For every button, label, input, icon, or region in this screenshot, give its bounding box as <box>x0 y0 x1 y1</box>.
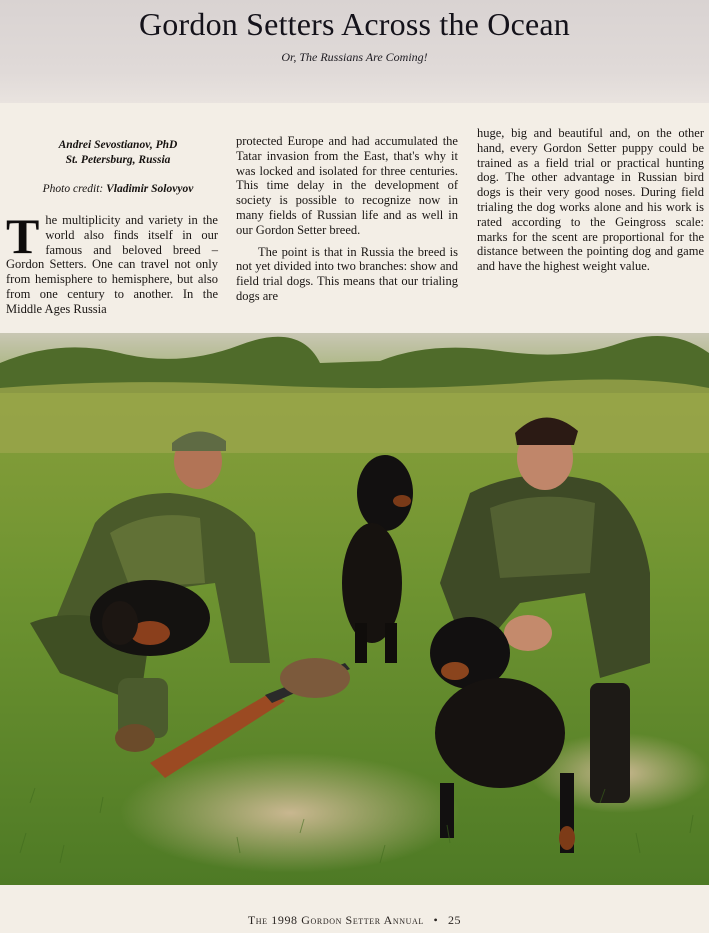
left-setter-dog <box>90 580 210 656</box>
column-1-text: he multiplicity and variety in the world also finds itself in our famous and beloved breed – Gordon Setters. One can travel not only from hemisphere to hemisphere, but also from one century to another. In the Middle Ages Russia <box>6 213 218 316</box>
photo-illustration <box>0 333 709 885</box>
author-byline <box>18 138 218 168</box>
hunters-with-setters-photo <box>0 333 709 885</box>
article-subtitle: Or, The Russians Are Coming! <box>281 50 428 64</box>
author-name: Andrei Sevostianov, PhD <box>58 139 178 151</box>
photo-credit <box>18 183 218 195</box>
publication-name: The 1998 Gordon Setter Annual <box>247 913 424 927</box>
page-number: 25 <box>447 913 462 927</box>
photo-credit-label: Photo credit: <box>42 183 104 195</box>
page-footer <box>0 913 709 928</box>
column-3-paragraph-1: huge, big and beautiful and, on the other hand, every Gordon Setter puppy could be trained as a field trial or practical hunting dog. The other advantage in Russian bird dogs is their very good noses. During field trialing the dog works alone and his work is rated according to the Geingross scale: marks for the scent are proportional for the distance between the pointing dog and game and have the highest weight value. <box>477 126 704 274</box>
footer-separator: • <box>433 913 439 927</box>
article-title: Gordon Setters Across the Ocean <box>139 6 570 42</box>
column-2-paragraph-2: The point is that in Russia the breed is not yet divided into two branches: show and field trial dogs. This means that our trialing dogs are <box>236 244 458 303</box>
drop-cap: T <box>6 208 40 264</box>
author-location: St. Petersburg, Russia <box>65 154 171 166</box>
game-birds <box>280 658 350 698</box>
article-column-3 <box>477 126 704 274</box>
article-column-1 <box>6 208 218 317</box>
photo-credit-name: Vladimir Solovyov <box>106 183 194 195</box>
article-column-2 <box>236 134 458 304</box>
column-2-paragraph-1: protected Europe and had accumulated the Tatar invasion from the East, that's why it was locked and isolated for three centuries. This time delay in the development of society is possible to recognize now in many fields of Russian life and as well in our Gordon Setter breed. <box>236 134 458 237</box>
